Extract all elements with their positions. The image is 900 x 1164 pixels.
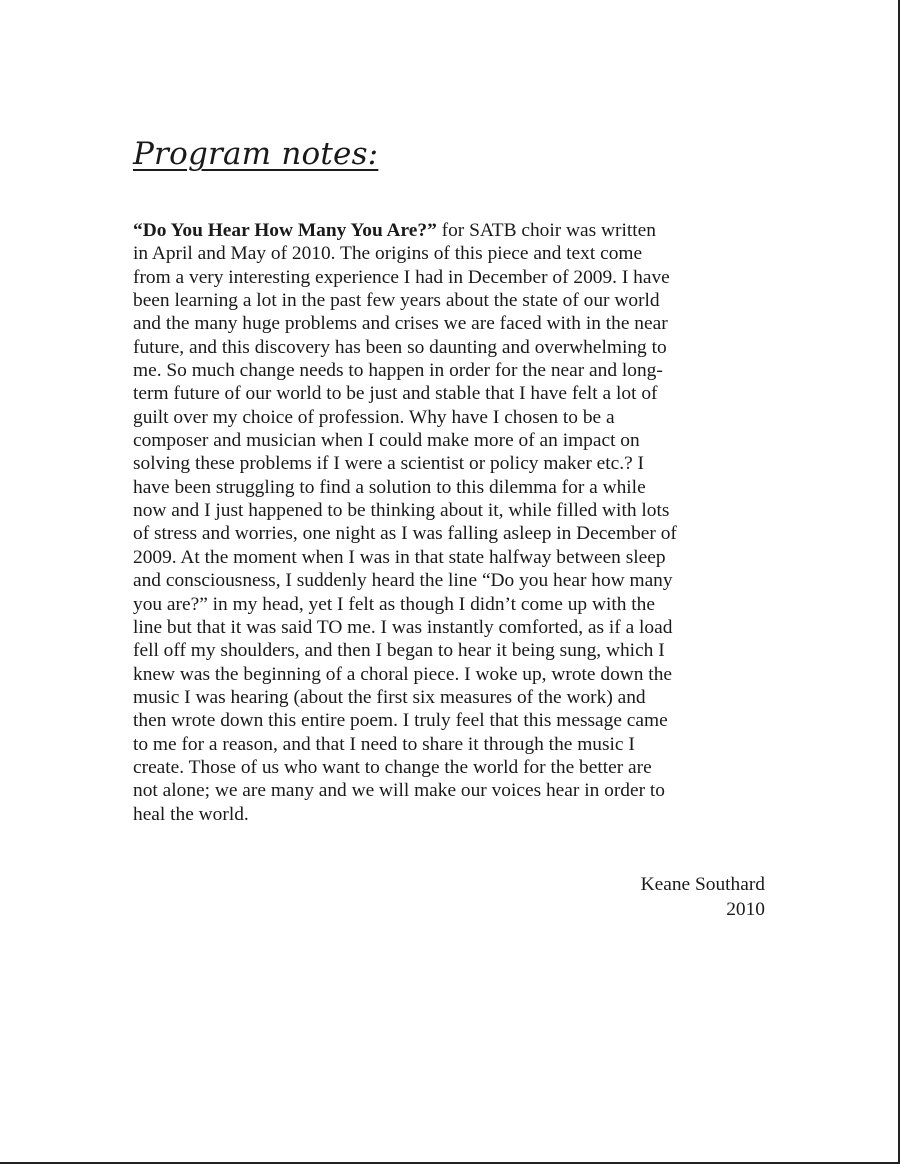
- piece-title: “Do You Hear How Many You Are?”: [133, 220, 437, 241]
- program-notes-body: [133, 219, 773, 826]
- program-notes-paragraph: for SATB choir was written in April and May of 2010. The origins of this piece and text come from a very interesting experience I had in December of 2009. I have been learning a lot in the past few years about the state of our world and the many huge problems and crises we are faced with in the near future, and this discovery has been so daunting and overwhelming to me. So much change needs to happen in order for the near and long- term future of our world to be just and stable that I have felt a lot of guilt over my choice of profession. Why have I chosen to be a composer and musician when I could make more of an impact on solving these problems if I were a scientist or policy maker etc.? I have been struggling to find a solution to this dilemma for a while now and I just happened to be thinking about it, while filled with lots of stress and worries, one night as I was falling asleep in December of 2009. At the moment when I was in that state halfway between sleep and consciousness, I suddenly heard the line “Do you hear how many you are?” in my head, yet I felt as though I didn’t come up with the line but that it was said TO me. I was instantly comforted, as if a load fell off my shoulders, and then I began to hear it being sung, which I knew was the beginning of a choral piece. I woke up, wrote down the music I was hearing (about the first six measures of the work) and then wrote down this entire poem. I truly feel that this message came to me for a reason, and that I need to share it through the music I create. Those of us who want to change the world for the better are not alone; we are many and we will make our voices hear in order to heal the world.: [133, 220, 677, 825]
- program-notes-heading: Program notes:: [133, 136, 379, 172]
- signature-block: [641, 872, 765, 922]
- signature-year: 2010: [726, 899, 765, 920]
- author-name: Keane Southard: [640, 874, 765, 895]
